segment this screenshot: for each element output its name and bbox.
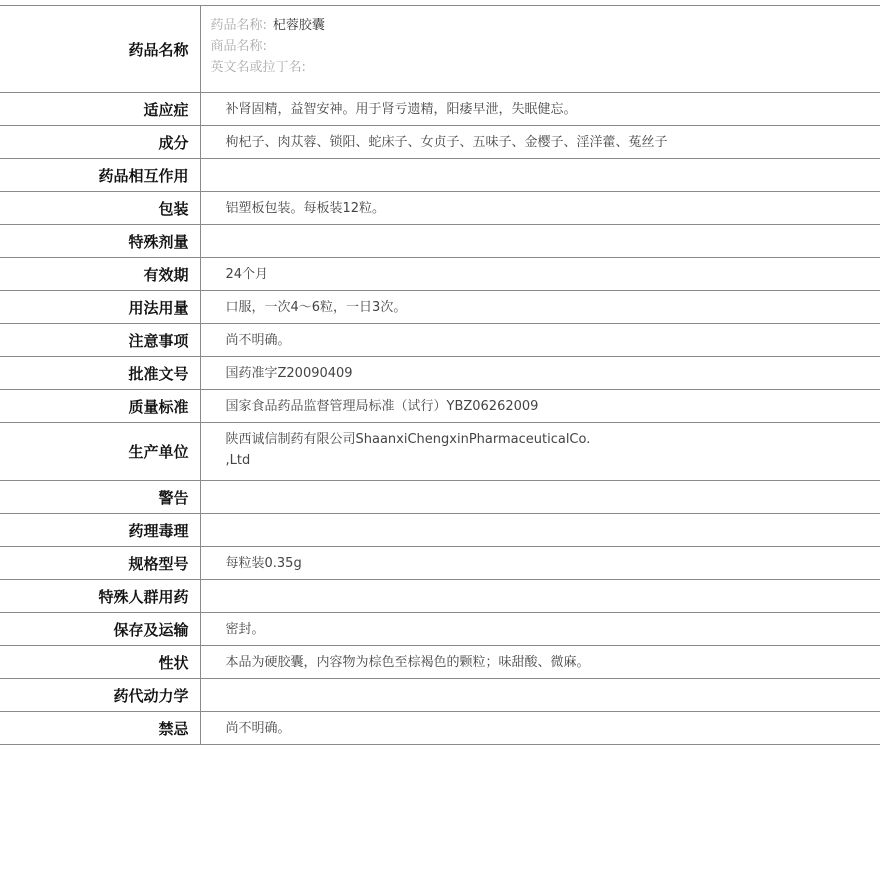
row-precautions	[0, 324, 880, 357]
row-label: 成分	[0, 126, 200, 159]
row-value	[200, 159, 880, 192]
row-value: 每粒装0.35g	[200, 547, 880, 580]
row-label: 药品相互作用	[0, 159, 200, 192]
row-quality-standard	[0, 390, 880, 423]
row-value: 国家食品药品监督管理局标准（试行）YBZ06262009	[200, 390, 880, 423]
row-specification	[0, 547, 880, 580]
row-value: 尚不明确。	[200, 712, 880, 745]
row-label: 性状	[0, 646, 200, 679]
row-label: 警告	[0, 481, 200, 514]
row-storage	[0, 613, 880, 646]
row-value: 补肾固精，益智安神。用于肾亏遗精，阳痿早泄，失眠健忘。	[200, 93, 880, 126]
english-name-line	[211, 57, 871, 78]
row-packaging	[0, 192, 880, 225]
row-ingredients	[0, 126, 880, 159]
row-approval-number	[0, 357, 880, 390]
drug-name-line	[211, 15, 871, 36]
row-pharmacology	[0, 514, 880, 547]
row-label: 特殊剂量	[0, 225, 200, 258]
row-manufacturer	[0, 423, 880, 481]
row-value	[200, 514, 880, 547]
row-value: 本品为硬胶囊，内容物为棕色至棕褐色的颗粒；味甜酸、微麻。	[200, 646, 880, 679]
english-name-key: 英文名或拉丁名:	[210, 60, 306, 75]
row-value: 24个月	[200, 258, 880, 291]
row-dosage	[0, 291, 880, 324]
manufacturer-line-1: 陕西诚信制药有限公司ShaanxiChengxinPharmaceuticalCo.	[225, 432, 591, 447]
row-label: 适应症	[0, 93, 200, 126]
row-shelf-life	[0, 258, 880, 291]
row-label: 生产单位	[0, 423, 200, 481]
row-value	[200, 580, 880, 613]
row-label: 包装	[0, 192, 200, 225]
row-value: 国药准字Z20090409	[200, 357, 880, 390]
row-label: 禁忌	[0, 712, 200, 745]
row-pharmacokinetics	[0, 679, 880, 712]
row-value	[200, 423, 880, 481]
manufacturer-line-2: ,Ltd	[225, 453, 251, 468]
row-value: 枸杞子、肉苁蓉、锁阳、蛇床子、女贞子、五味子、金樱子、淫洋藿、菟丝子	[200, 126, 880, 159]
row-value: 尚不明确。	[200, 324, 880, 357]
row-warning	[0, 481, 880, 514]
row-special-populations	[0, 580, 880, 613]
row-label: 用法用量	[0, 291, 200, 324]
row-value: 密封。	[200, 613, 880, 646]
row-drug-name	[0, 6, 880, 93]
row-value	[200, 679, 880, 712]
row-label: 药代动力学	[0, 679, 200, 712]
row-value: 铝塑板包装。每板装12粒。	[200, 192, 880, 225]
row-value	[200, 225, 880, 258]
row-label: 药理毒理	[0, 514, 200, 547]
row-label: 注意事项	[0, 324, 200, 357]
drug-name-value: 杞蓉胶囊	[272, 18, 325, 33]
row-label: 保存及运输	[0, 613, 200, 646]
row-value	[200, 481, 880, 514]
row-indications	[0, 93, 880, 126]
trade-name-line	[211, 36, 871, 57]
row-label: 特殊人群用药	[0, 580, 200, 613]
row-interactions	[0, 159, 880, 192]
row-value: 口服，一次4～6粒，一日3次。	[200, 291, 880, 324]
row-label: 质量标准	[0, 390, 200, 423]
trade-name-key: 商品名称:	[210, 39, 267, 54]
drug-spec-table	[0, 5, 880, 745]
row-special-dosage	[0, 225, 880, 258]
row-description	[0, 646, 880, 679]
row-contraindications	[0, 712, 880, 745]
row-label: 批准文号	[0, 357, 200, 390]
row-label: 规格型号	[0, 547, 200, 580]
drug-name-key: 药品名称:	[210, 18, 267, 33]
row-value	[200, 6, 880, 93]
row-label: 有效期	[0, 258, 200, 291]
row-label: 药品名称	[0, 6, 200, 93]
